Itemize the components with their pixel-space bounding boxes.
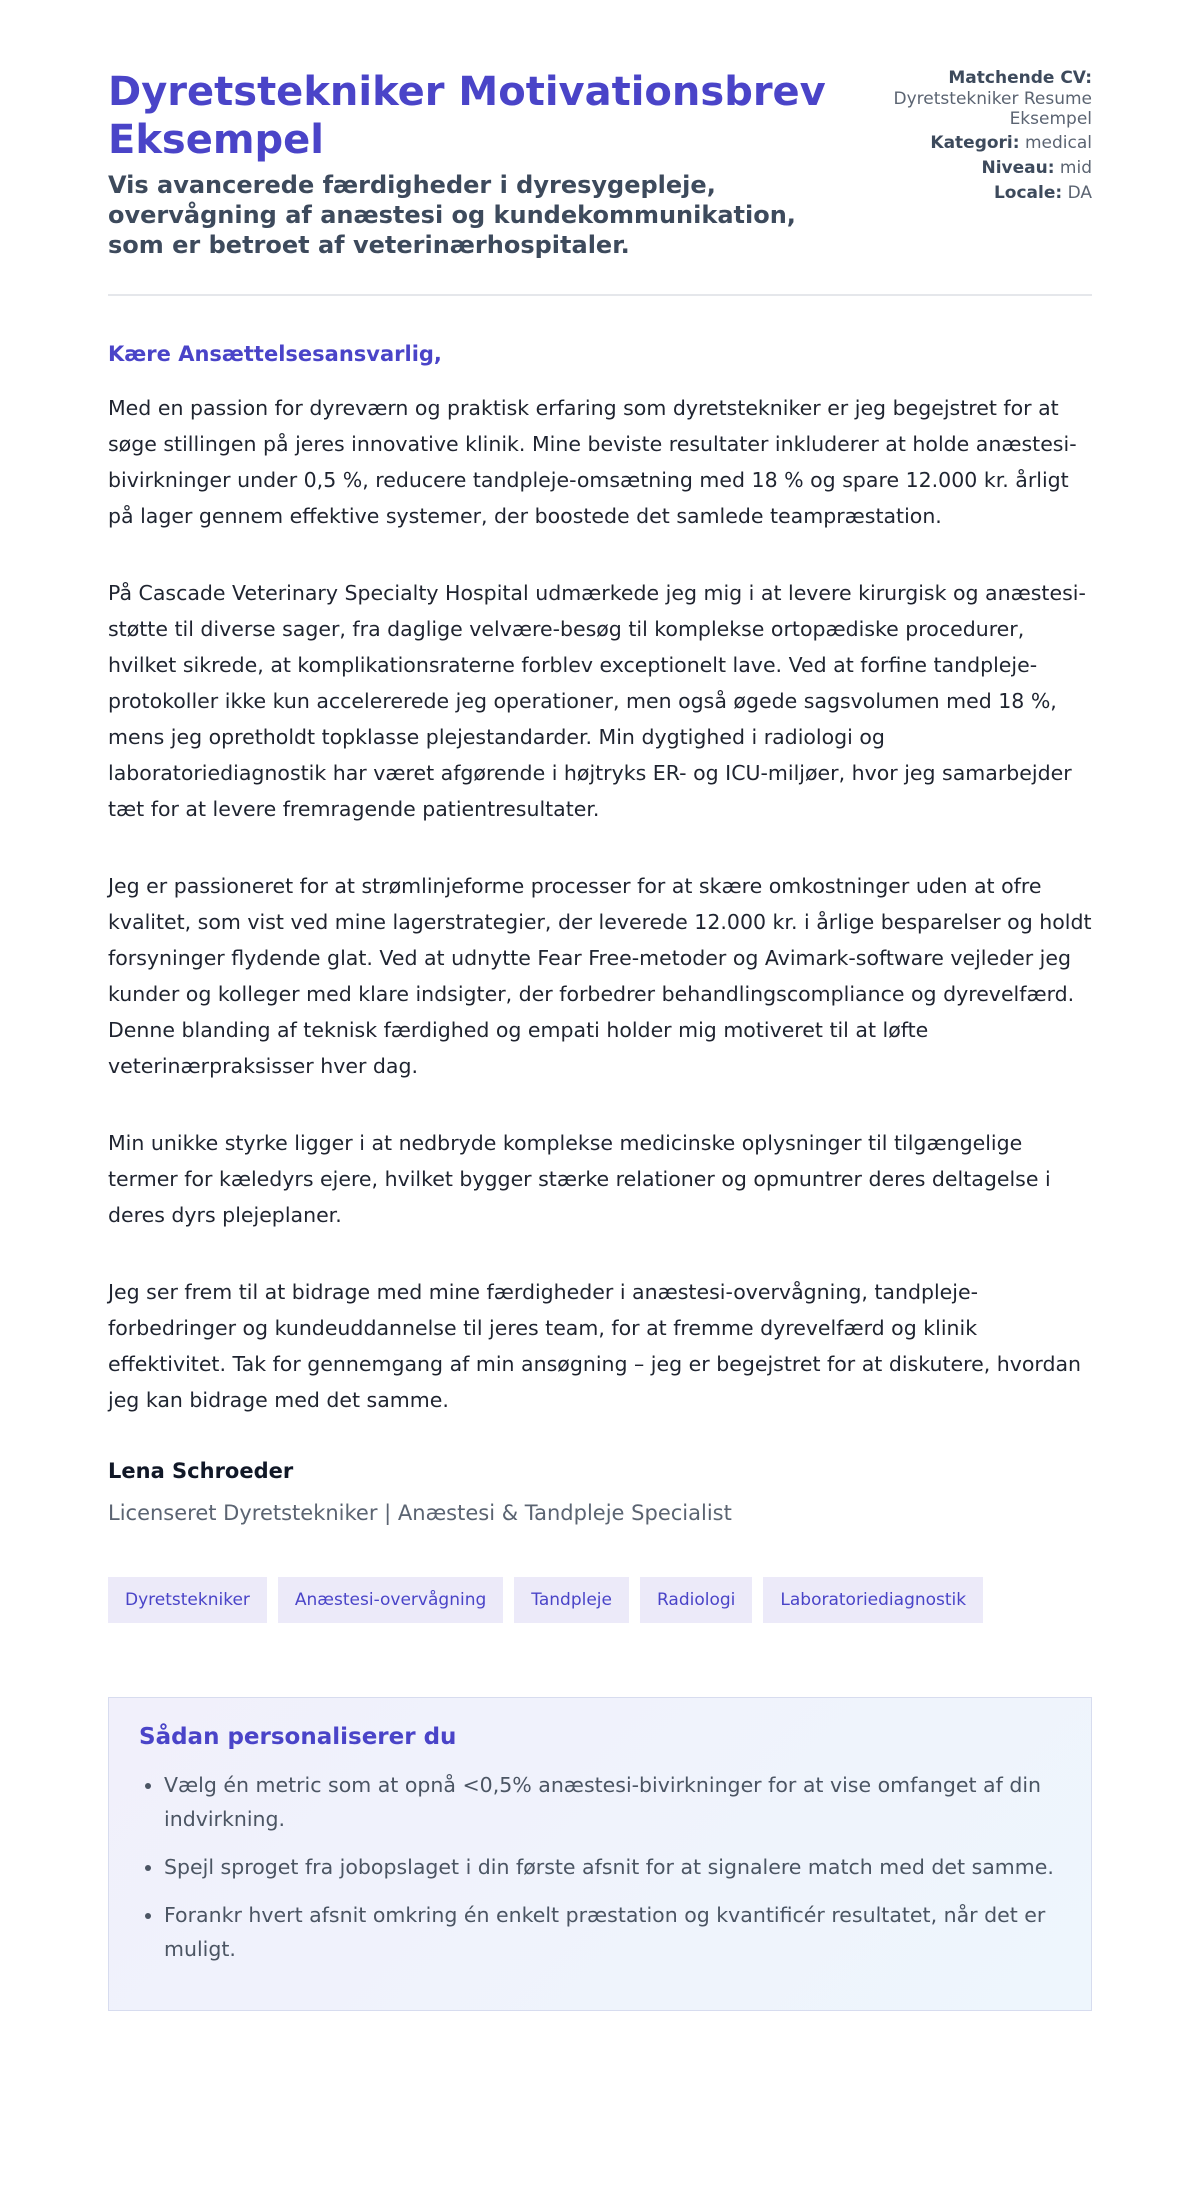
header-titles	[108, 68, 841, 260]
letter-greeting: Kære Ansættelsesansvarlig,	[108, 342, 442, 366]
skill-tag[interactable]: Anæstesi-overvågning	[278, 1577, 503, 1623]
signature-name: Lena Schroeder	[108, 1459, 294, 1483]
meta-locale-value: DA	[1067, 183, 1092, 203]
meta-cv-value[interactable]: Dyretstekniker Resume Eksempel	[893, 89, 1092, 129]
tip-item: • Forankr hvert afsnit omkring én enkelt præstation og kvantificér resultatet, når det er muligt.	[164, 1898, 1061, 1966]
signature-title: Licenseret Dyretstekniker | Anæstesi & Tandpleje Specialist	[108, 1501, 732, 1525]
page-subtitle: Vis avancerede færdigheder i dyresygepleje, overvågning af anæstesi og kundekommunikation, som er betroet af veterinærhospitaler.	[108, 171, 796, 259]
meta-cv	[841, 68, 1092, 129]
page-title: Dyretstekniker Motivationsbrev Eksempel	[108, 69, 826, 163]
meta-locale	[841, 183, 1092, 204]
meta-category	[841, 133, 1092, 154]
meta-category-value: medical	[1024, 133, 1092, 153]
tips-list	[139, 1768, 1061, 1966]
meta-level-value: mid	[1059, 158, 1092, 178]
skill-tag[interactable]: Tandpleje	[514, 1577, 629, 1623]
skill-tag[interactable]: Laboratoriediagnostik	[763, 1577, 983, 1623]
meta-category-label: Kategori:	[930, 133, 1020, 153]
meta-locale-label: Locale:	[993, 183, 1063, 203]
letter-paragraph: Med en passion for dyreværn og praktisk erfaring som dyretstekniker er jeg begejstret for at søge stillingen på jeres innovative klinik. Mine beviste resultater inkluderer at holde anæstesi-bivirkninger under 0,5 %, reducere tandpleje-omsætning med 18 % og spare 12.000 kr. årligt på lager gennem effektive systemer, der boostede det samlede teampræstation.	[108, 396, 1077, 528]
meta-level	[841, 158, 1092, 179]
letter-paragraph: Jeg ser frem til at bidrage med mine færdigheder i anæstesi-overvågning, tandpleje-forbedringer og kundeuddannelse til jeres team, for at fremme dyrevelfærd og klinik effektivitet. Tak for gennemgang af min ansøgning – jeg er begejstret for at diskutere, hvordan jeg kan bidrage med det samme.	[108, 1280, 1082, 1412]
letter-paragraph: På Cascade Veterinary Specialty Hospital udmærkede jeg mig i at levere kirurgisk og anæstesi-støtte til diverse sager, fra daglige velvære-besøg til komplekse ortopædiske procedurer, hvilket sikrede, at komplikationsraterne forblev exceptionelt lave. Ved at forfine tandpleje-protokoller ikke kun accelererede jeg operationer, men også øgede sagsvolumen med 18 %, mens jeg opretholdt topklasse plejestandarder. Min dygtighed i radiologi og laboratoriediagnostik har været afgørende i højtryks ER- og ICU-miljøer, hvor jeg samarbejder tæt for at levere fremragende patientresultater.	[108, 581, 1086, 821]
tips-title: Sådan personaliserer du	[139, 1724, 457, 1750]
header-divider	[108, 294, 1092, 296]
skill-tag[interactable]: Dyretstekniker	[108, 1577, 267, 1623]
letter-body	[108, 390, 1092, 1418]
meta-level-label: Niveau:	[981, 158, 1055, 178]
skill-tags	[108, 1577, 1092, 1623]
tip-item: • Vælg én metric som at opnå <0,5% anæstesi-bivirkninger for at vise omfanget af din indvirkning.	[164, 1768, 1061, 1836]
meta-panel	[841, 68, 1092, 208]
tip-item: • Spejl sproget fra jobopslaget i din første afsnit for at signalere match med det samme.	[164, 1850, 1061, 1884]
meta-cv-label: Matchende CV:	[948, 68, 1092, 88]
page-header	[108, 68, 1092, 260]
letter-paragraph: Jeg er passioneret for at strømlinjeforme processer for at skære omkostninger uden at ofre kvalitet, som vist ved mine lagerstrategier, der leverede 12.000 kr. i årlige besparelser og holdt forsyninger flydende glat. Ved at udnytte Fear Free-metoder og Avimark-software vejleder jeg kunder og kolleger med klare indsigter, der forbedrer behandlingscompliance og dyrevelfærd. Denne blanding af teknisk færdighed og empati holder mig motiveret til at løfte veterinærpraksisser hver dag.	[108, 874, 1092, 1078]
personalization-tips	[108, 1697, 1092, 2011]
skill-tag[interactable]: Radiologi	[640, 1577, 752, 1623]
letter-paragraph: Min unikke styrke ligger i at nedbryde komplekse medicinske oplysninger til tilgængelige termer for kæledyrs ejere, hvilket bygger stærke relationer og opmuntrer deres deltagelse i deres dyrs plejeplaner.	[108, 1131, 1051, 1227]
